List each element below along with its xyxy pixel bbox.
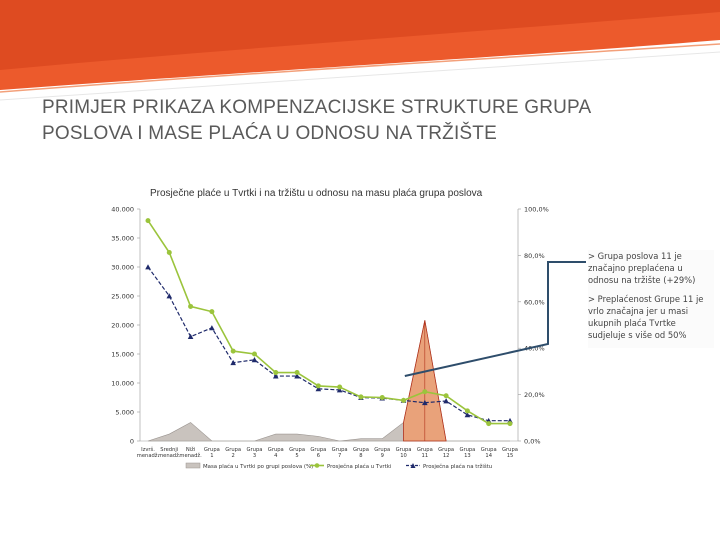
legend-swatch-area [186,463,200,468]
company-point [295,370,300,375]
x-tick-label: Grupa 9 [374,447,391,459]
y-left-tick-label: 0 [129,437,134,446]
x-tick-label: Grupa 6 [310,447,327,459]
x-tick-label: Grupa 3 [246,447,263,459]
company-point [358,394,363,399]
x-tick-label: Grupa 5 [289,447,306,459]
company-point [146,218,151,223]
legend-label: Prosječna plaća na tržištu [423,464,493,470]
company-point [252,352,257,357]
company-point [231,349,236,354]
company-point [188,304,193,309]
x-tick-label: Grupa 4 [267,447,284,459]
company-point [401,398,406,403]
legend-marker-company [315,463,320,468]
company-point [209,309,214,314]
company-point [380,395,385,400]
y-right-tick-label: 0,0% [524,437,541,446]
chart-title: Prosječne plaće u Tvrtki i na tržištu u odnosu na masu plaća grupa poslova [150,188,483,199]
company-point [167,250,172,255]
x-tick-label: Grupa 14 [480,447,497,459]
x-tick-label: Srednji menadž. [158,447,181,459]
x-tick-label: Grupa 7 [331,447,348,459]
y-right-tick-label: 60,0% [524,298,545,307]
company-point [508,421,513,426]
company-point [486,421,491,426]
x-tick-label: Grupa 13 [459,447,476,459]
slide-title-line-1: PRIMJER PRIKAZA KOMPENZACIJSKE STRUKTURE GRUPA [42,97,592,118]
callout-box [588,250,714,348]
y-left-tick-label: 40.000 [111,205,134,214]
x-tick-label: Grupa 1 [203,447,220,459]
company-point [273,370,278,375]
y-left-tick-label: 20.000 [111,321,134,330]
x-tick-label: Izvrš. menadž. [136,447,160,459]
x-tick-label: Grupa 12 [438,447,455,459]
y-right-tick-label: 40,0% [524,344,545,353]
company-point [465,408,470,413]
y-left-tick-label: 5.000 [115,408,134,417]
legend-label: Prosječna plaća u Tvrtki [327,464,392,470]
x-tick-label: Niži menadž. [179,447,202,459]
y-left-tick-label: 30.000 [111,263,134,272]
company-point [444,393,449,398]
y-left-tick-label: 15.000 [111,350,134,359]
callout-point-1: > Grupa poslova 11 je značajno preplaćena u odnosu na tržište (+29%) [588,251,696,285]
x-tick-label: Grupa 10 [395,447,412,459]
company-point [337,385,342,390]
x-tick-label: Grupa 15 [502,447,518,459]
y-right-tick-label: 100,0% [524,205,549,214]
callout-point-2: > Preplaćenost Grupe 11 je vrlo značajna jer u masi ukupnih plaća Tvrtke sudjeluje s više od 50% [588,294,704,340]
legend-label: Masa plaća u Tvrtki po grupi poslova (%) [203,464,314,470]
x-tick-label: Grupa 11 [416,447,433,459]
y-left-tick-label: 10.000 [111,379,134,388]
y-right-tick-label: 20,0% [524,391,545,400]
x-tick-label: Grupa 8 [352,447,369,459]
y-left-tick-label: 25.000 [111,292,134,301]
slide-title-line-2: POSLOVA I MASE PLAĆA U ODNOSU NA TRŽIŠTE [42,123,497,144]
company-point [422,389,427,394]
y-left-tick-label: 35.000 [111,234,134,243]
y-right-tick-label: 80,0% [524,251,545,260]
x-tick-label: Grupa 2 [225,447,242,459]
company-point [316,383,321,388]
